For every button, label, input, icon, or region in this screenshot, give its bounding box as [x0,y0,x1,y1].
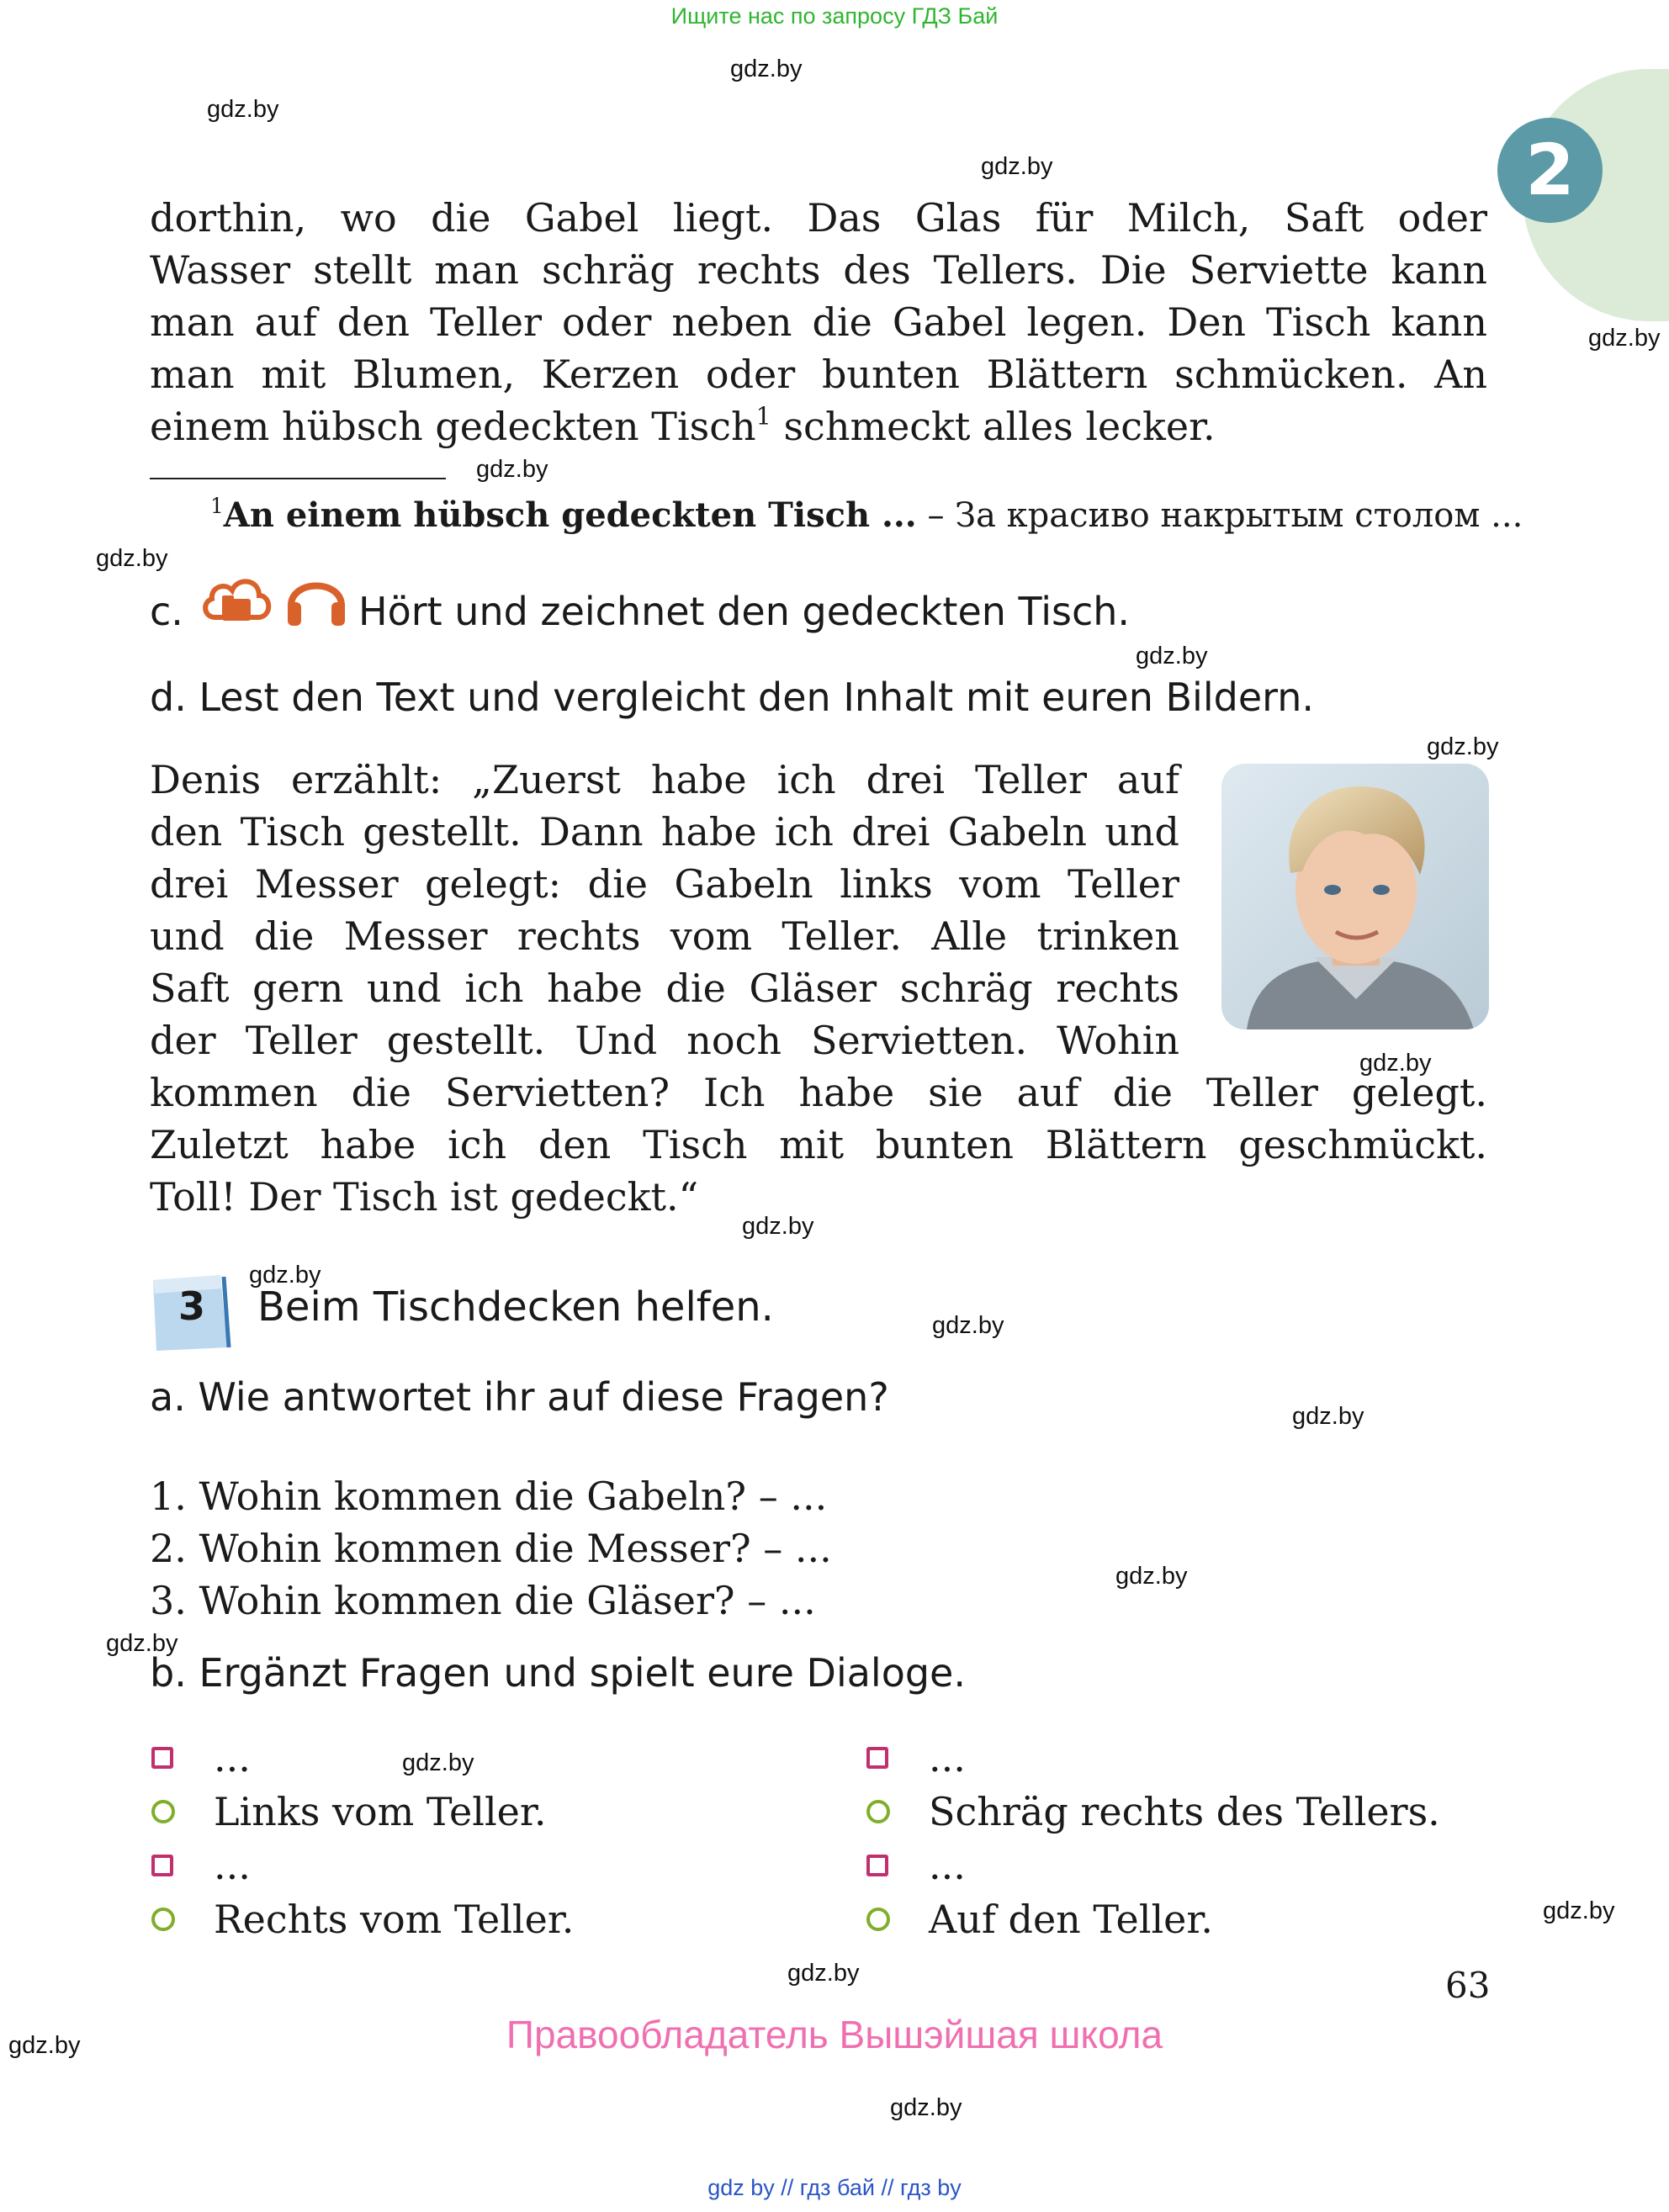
question-text: Wohin kommen die Messer? – ... [199,1526,832,1571]
watermark: gdz.by [1292,1403,1364,1430]
watermark: gdz.by [8,2032,81,2059]
dialog-text: ... [929,1843,966,1888]
answer-circle-icon [151,1908,175,1931]
question-number: 1. [150,1474,187,1519]
task-d-text: d. Lest den Text und vergleicht den Inhalt mit euren Bildern. [150,675,1314,720]
question-square-icon [866,1855,888,1876]
watermark: gdz.by [1359,1050,1432,1077]
watermark: gdz.by [932,1312,1004,1339]
dialog-line [866,1731,1440,1785]
intro-last-line [150,400,1487,452]
task-a-text: a. Wie antwortet ihr auf diese Fragen? [150,1374,889,1420]
task-b-text: b. Ergänzt Fragen und spielt eure Dialoge. [150,1650,966,1696]
watermark: gdz.by [1588,325,1661,352]
watermark: gdz.by [1543,1897,1615,1924]
question-square-icon [151,1855,173,1876]
dialog-line [866,1892,1440,1946]
question-square-icon [866,1747,888,1769]
dialog-line [866,1839,1440,1892]
watermark: gdz.by [1136,643,1208,669]
watermark: gdz.by [1427,733,1499,760]
dialog-text: ... [929,1735,966,1781]
watermark: gdz.by [249,1262,321,1289]
answer-circle-icon [151,1800,175,1823]
intro-paragraph [150,192,1487,452]
intro-last-line-end: schmeckt alles lecker. [771,404,1216,449]
footnote-term: An einem hübsch gedeckten Tisch ... [223,495,917,535]
denis-line: Denis erzählt: „Zuerst habe ich drei Teller auf [150,757,1179,802]
headphones-icon[interactable] [283,564,350,631]
intro-line: man auf den Teller oder neben die Gabel legen. Den Tisch kann [150,299,1487,345]
denis-line: Zuletzt habe ich den Tisch mit bunten Blättern geschmückt. [150,1122,1487,1167]
footnote [210,492,1523,539]
footer-links-note[interactable]: gdz by // гдз бай // гдз by [707,2175,962,2200]
question-number: 2. [150,1526,187,1571]
question-number: 3. [150,1578,187,1623]
intro-line: man mit Blumen, Kerzen oder bunten Blättern schmücken. An [150,352,1487,397]
boy-portrait-photo [1221,764,1489,1029]
dialog-text: ... [214,1735,251,1781]
dialog-line [866,1785,1440,1839]
dialog-text: Rechts vom Teller. [214,1897,575,1942]
denis-line: den Tisch gestellt. Dann habe ich drei Gabeln und [150,809,1179,855]
chapter-badge: 2 [1497,118,1603,223]
question-text: Wohin kommen die Gabeln? – ... [199,1474,828,1519]
dialog-line [151,1785,574,1839]
exercise-title: Beim Tischdecken helfen. [257,1283,774,1331]
question-item [150,1470,832,1522]
dialog-left [151,1731,574,1946]
question-item [150,1574,832,1627]
watermark: gdz.by [96,545,168,572]
task-c-letter: c. [150,589,183,634]
question-text: Wohin kommen die Gläser? – ... [199,1578,816,1623]
page-number: 63 [1445,1965,1491,2006]
intro-line: Wasser stellt man schräg rechts des Tellers. Die Serviette kann [150,247,1487,293]
intro-line: dorthin, wo die Gabel liegt. Das Glas für Milch, Saft oder [150,195,1487,241]
watermark: gdz.by [476,456,548,483]
dialog-line [151,1892,574,1946]
exercise-number: 3 [178,1283,206,1329]
denis-line: drei Messer gelegt: die Gabeln links vom Teller [150,861,1179,907]
footnote-rule [150,478,446,479]
answer-circle-icon [866,1908,890,1931]
denis-line: Saft gern und ich habe die Gläser schräg rechts [150,966,1179,1011]
watermark: gdz.by [730,56,803,82]
denis-line: und die Messer rechts vom Teller. Alle trinken [150,913,1179,959]
dialog-line [151,1839,574,1892]
cloud-folder-icon[interactable] [199,572,273,626]
dialog-text: Schräg rechts des Tellers. [929,1789,1440,1834]
footnote-marker: 1 [755,402,771,431]
watermark: gdz.by [890,2094,962,2121]
watermark: gdz.by [981,153,1053,180]
watermark: gdz.by [207,96,279,123]
dialog-text: ... [214,1843,251,1888]
denis-last-line: Toll! Der Tisch ist gedeckt.“ [150,1174,699,1220]
watermark: gdz.by [402,1749,474,1776]
denis-line: der Teller gestellt. Und noch Servietten. Wohin [150,1018,1179,1063]
question-list [150,1470,832,1627]
watermark: gdz.by [787,1960,860,1987]
watermark: gdz.by [1115,1563,1188,1590]
task-c-text: Hört und zeichnet den gedeckten Tisch. [358,589,1131,634]
search-note: Ищите нас по запросу ГДЗ Бай [670,3,999,29]
question-square-icon [151,1747,173,1769]
intro-last-line-text: einem hübsch gedeckten Tisch [150,404,756,449]
denis-paragraph-narrow [150,754,1179,1066]
watermark: gdz.by [742,1213,814,1240]
footnote-translation: – За красиво накрытым столом ... [916,496,1523,535]
answer-circle-icon [866,1800,890,1823]
denis-paragraph-wide [150,1066,1487,1223]
dialog-text: Auf den Teller. [929,1897,1213,1942]
copyright-owner-note: Правообладатель Вышэйшая школа [506,2013,1163,2056]
dialog-right [866,1731,1440,1946]
dialog-line [151,1731,574,1785]
footnote-number: 1 [210,493,224,518]
watermark: gdz.by [106,1630,178,1657]
question-item [150,1522,832,1574]
denis-line: kommen die Servietten? Ich habe sie auf die Teller gelegt. [150,1070,1487,1115]
dialog-text: Links vom Teller. [214,1789,547,1834]
